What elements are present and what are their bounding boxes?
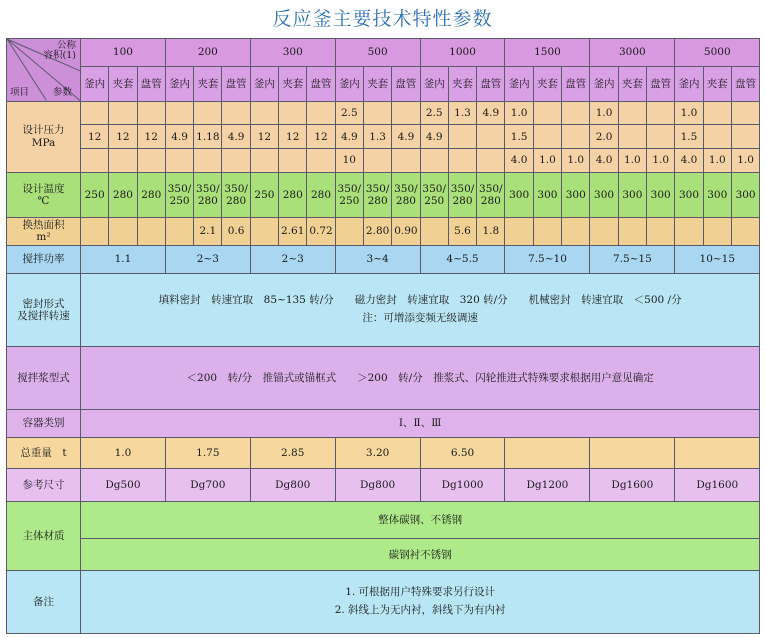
sub-header: 盘管: [392, 67, 420, 101]
vessel-label: 容器类别: [7, 409, 81, 437]
sub-header: 盘管: [731, 67, 759, 101]
size-value: Dg700: [165, 468, 250, 501]
cell-text: ℃: [37, 194, 50, 207]
sub-header: 夹套: [194, 67, 222, 101]
pressure-value: [533, 125, 561, 149]
cell-text: 300: [594, 188, 615, 201]
material-line-2: 碳钢衬不锈钢: [81, 539, 760, 571]
area-value: 2.61: [279, 217, 307, 245]
cell-text: 280: [197, 194, 218, 207]
pressure-value: [250, 148, 278, 172]
area-value: [731, 217, 759, 245]
cell-text: 250: [339, 194, 360, 207]
cell-text: 容积(1): [43, 49, 76, 61]
cell-text: 300: [537, 188, 558, 201]
pressure-value: 1.3: [363, 125, 391, 149]
pressure-value: 1.0: [505, 101, 533, 125]
pressure-value: [562, 101, 590, 125]
area-value: [675, 217, 703, 245]
capacity-header: 200: [165, 39, 250, 67]
pressure-value: 1.0: [675, 101, 703, 125]
pressure-value: [618, 125, 646, 149]
weight-value: [505, 437, 590, 468]
weight-value: [675, 437, 760, 468]
area-value: [505, 217, 533, 245]
pressure-value: [307, 101, 335, 125]
temperature-value: [590, 172, 618, 217]
temperature-value: [533, 172, 561, 217]
cell-text: 2. 斜线上为无内衬，斜线下为有内衬: [334, 604, 506, 617]
page-title: 反应釜主要技术特性参数: [272, 8, 493, 30]
temperature-value: [81, 172, 109, 217]
pressure-value: 4.9: [165, 125, 193, 149]
pressure-value: [363, 148, 391, 172]
cell-text: 300: [565, 188, 586, 201]
cell-text: 300: [678, 188, 699, 201]
pressure-value: [194, 148, 222, 172]
sub-header: 夹套: [448, 67, 476, 101]
size-value: Dg1600: [675, 468, 760, 501]
cell-text: 300: [735, 188, 756, 201]
power-value: 10~15: [675, 245, 760, 273]
weight-value: 1.75: [165, 437, 250, 468]
pressure-value: [703, 101, 731, 125]
remarks-label: 备注: [7, 571, 81, 634]
temperature-value: [165, 172, 193, 217]
temperature-value: [222, 172, 250, 217]
pressure-value: [279, 148, 307, 172]
sub-header: 夹套: [363, 67, 391, 101]
pressure-value: 1.0: [590, 101, 618, 125]
area-value: 1.8: [477, 217, 505, 245]
area-value: [703, 217, 731, 245]
pressure-value: [137, 101, 165, 125]
temperature-value: [279, 172, 307, 217]
pressure-value: [81, 101, 109, 125]
cell-text: 280: [452, 194, 473, 207]
cell-text: 280: [311, 188, 332, 201]
pressure-value: 4.9: [222, 125, 250, 149]
pressure-value: 2.5: [335, 101, 363, 125]
pressure-value: [703, 125, 731, 149]
capacity-header: 1000: [420, 39, 505, 67]
capacity-header: 3000: [590, 39, 675, 67]
sub-header: 釜内: [335, 67, 363, 101]
area-value: 0.90: [392, 217, 420, 245]
cell-text: 填料密封 转速宜取 85~135 转/分 磁力密封 转速宜取 320 转/分 机械密封 转速宜取 ＜500 /分: [158, 294, 682, 307]
cell-text: 280: [226, 194, 247, 207]
sub-header: 盘管: [647, 67, 675, 101]
cell-text: 250: [84, 188, 105, 201]
pressure-value: 1.18: [194, 125, 222, 149]
pressure-value: [81, 148, 109, 172]
cell-text: 350/: [337, 182, 362, 195]
area-value: [335, 217, 363, 245]
corner-header: [7, 39, 81, 102]
cell-text: 250: [424, 194, 445, 207]
weight-value: [590, 437, 675, 468]
pressure-value: 4.9: [477, 101, 505, 125]
cell-text: 项目: [10, 86, 30, 98]
power-value: 2~3: [165, 245, 250, 273]
pressure-value: [618, 101, 646, 125]
weight-value: 6.50: [420, 437, 505, 468]
power-value: 7.5~15: [590, 245, 675, 273]
pressure-value: [222, 148, 250, 172]
temperature-value: [109, 172, 137, 217]
sub-header: 夹套: [618, 67, 646, 101]
pressure-value: 4.0: [590, 148, 618, 172]
cell-text: 及搅拌转速: [17, 310, 70, 323]
temperature-value: [703, 172, 731, 217]
pressure-value: [647, 125, 675, 149]
pressure-value: [477, 148, 505, 172]
pressure-value: [731, 101, 759, 125]
cell-text: 280: [282, 188, 303, 201]
pressure-value: [279, 101, 307, 125]
pressure-value: 4.9: [335, 125, 363, 149]
sub-header: 釜内: [675, 67, 703, 101]
pressure-value: [533, 101, 561, 125]
pressure-value: [165, 148, 193, 172]
power-value: 4~5.5: [420, 245, 505, 273]
pressure-value: 12: [137, 125, 165, 149]
pressure-value: 1.0: [647, 148, 675, 172]
area-value: [250, 217, 278, 245]
pressure-value: [448, 148, 476, 172]
pressure-value: 4.9: [420, 125, 448, 149]
cell-text: 250: [169, 194, 190, 207]
power-value: 3~4: [335, 245, 420, 273]
power-value: 2~3: [250, 245, 335, 273]
sub-header: 盘管: [477, 67, 505, 101]
cell-text: 280: [395, 194, 416, 207]
capacity-header: 5000: [675, 39, 760, 67]
temperature-value: [335, 172, 363, 217]
cell-text: 350/: [167, 182, 192, 195]
temperature-value: [505, 172, 533, 217]
temperature-value: [137, 172, 165, 217]
pressure-value: [109, 148, 137, 172]
power-value: 7.5~10: [505, 245, 590, 273]
capacity-header: 300: [250, 39, 335, 67]
pressure-value: [392, 148, 420, 172]
pressure-value: [194, 101, 222, 125]
area-value: [81, 217, 109, 245]
pressure-value: 12: [307, 125, 335, 149]
capacity-header: 500: [335, 39, 420, 67]
area-value: 5.6: [448, 217, 476, 245]
cell-text: 300: [509, 188, 530, 201]
pressure-value: [363, 101, 391, 125]
temperature-label: [7, 172, 81, 217]
pressure-value: 1.0: [731, 148, 759, 172]
cell-text: 1. 可根据用户特殊要求另行设计: [345, 586, 496, 599]
pressure-label: [7, 101, 81, 172]
temperature-value: [731, 172, 759, 217]
pressure-value: [165, 101, 193, 125]
cell-text: 350/: [394, 182, 418, 195]
seal-text: [81, 273, 760, 346]
sub-header: 夹套: [533, 67, 561, 101]
cell-text: 350/: [365, 182, 390, 195]
weight-value: 2.85: [250, 437, 335, 468]
cell-text: MPa: [31, 136, 56, 149]
sub-header: 盘管: [562, 67, 590, 101]
pressure-value: 1.0: [562, 148, 590, 172]
cell-text: 300: [707, 188, 728, 201]
size-value: Dg800: [335, 468, 420, 501]
weight-label: 总重量 t: [7, 437, 81, 468]
sub-header: 盘管: [137, 67, 165, 101]
temperature-value: [477, 172, 505, 217]
power-value: 1.1: [81, 245, 166, 273]
capacity-header: 100: [81, 39, 166, 67]
pressure-value: [420, 148, 448, 172]
pressure-value: 4.9: [392, 125, 420, 149]
area-value: 0.72: [307, 217, 335, 245]
sub-header: 釜内: [250, 67, 278, 101]
cell-text: 注：可增添变频无级调速: [362, 312, 478, 325]
size-label: 参考尺寸: [7, 468, 81, 501]
area-value: [590, 217, 618, 245]
sub-header: 釜内: [505, 67, 533, 101]
cell-text: 300: [650, 188, 671, 201]
pressure-value: [477, 125, 505, 149]
cell-text: 参数: [52, 86, 72, 98]
cell-text: m²: [36, 231, 51, 244]
weight-value: 3.20: [335, 437, 420, 468]
pressure-value: [731, 125, 759, 149]
area-label: [7, 217, 81, 245]
temperature-value: [618, 172, 646, 217]
sub-header: 夹套: [703, 67, 731, 101]
pressure-value: 12: [109, 125, 137, 149]
power-label: 搅拌功率: [7, 245, 81, 273]
cell-text: 公称: [56, 40, 76, 51]
temperature-value: [647, 172, 675, 217]
pressure-value: 4.0: [505, 148, 533, 172]
impeller-label: 搅拌浆型式: [7, 347, 81, 410]
area-value: 0.6: [222, 217, 250, 245]
pressure-value: 1.3: [448, 101, 476, 125]
vessel-text: Ⅰ、Ⅱ、Ⅲ: [81, 409, 760, 437]
sub-header: 釜内: [420, 67, 448, 101]
pressure-value: [307, 148, 335, 172]
pressure-value: 1.0: [533, 148, 561, 172]
pressure-value: [250, 101, 278, 125]
pressure-value: 10: [335, 148, 363, 172]
cell-text: 250: [254, 188, 275, 201]
pressure-value: 1.0: [703, 148, 731, 172]
size-value: Dg800: [250, 468, 335, 501]
cell-text: 350/: [196, 182, 220, 195]
cell-text: 280: [112, 188, 133, 201]
pressure-value: 12: [250, 125, 278, 149]
pressure-value: [137, 148, 165, 172]
area-value: [109, 217, 137, 245]
area-value: [618, 217, 646, 245]
cell-text: 280: [141, 188, 162, 201]
spec-table: [6, 38, 760, 634]
size-value: Dg500: [81, 468, 166, 501]
sub-header: 釜内: [81, 67, 109, 101]
temperature-value: [363, 172, 391, 217]
pressure-value: [562, 125, 590, 149]
impeller-text: ＜200 转/分 推锚式或锚框式 ＞200 转/分 推浆式、闪轮推进式特殊要求根据用户意见确定: [81, 347, 760, 410]
material-label: 主体材质: [7, 502, 81, 571]
cell-text: 设计温度: [22, 182, 65, 195]
size-value: Dg1200: [505, 468, 590, 501]
cell-text: 350/: [450, 182, 475, 195]
pressure-value: 4.0: [675, 148, 703, 172]
pressure-value: 2.0: [590, 125, 618, 149]
pressure-value: 1.5: [505, 125, 533, 149]
area-value: [165, 217, 193, 245]
sub-header: 釜内: [590, 67, 618, 101]
cell-text: 密封形式: [22, 297, 65, 310]
pressure-value: [109, 101, 137, 125]
area-value: [533, 217, 561, 245]
cell-text: 280: [480, 194, 501, 207]
seal-label: [7, 273, 81, 346]
pressure-value: 1.0: [618, 148, 646, 172]
sub-header: 盘管: [307, 67, 335, 101]
temperature-value: [562, 172, 590, 217]
cell-text: 设计压力: [22, 124, 65, 137]
area-value: 2.1: [194, 217, 222, 245]
pressure-value: [392, 101, 420, 125]
cell-text: 350/: [479, 182, 503, 195]
temperature-value: [392, 172, 420, 217]
pressure-value: [647, 101, 675, 125]
weight-value: 1.0: [81, 437, 166, 468]
pressure-value: [448, 125, 476, 149]
remarks-text: [81, 571, 760, 634]
area-value: 2.80: [363, 217, 391, 245]
cell-text: 300: [622, 188, 643, 201]
pressure-value: 12: [279, 125, 307, 149]
area-value: [647, 217, 675, 245]
size-value: Dg1600: [590, 468, 675, 501]
cell-text: 换热面积: [22, 219, 65, 232]
sub-header: 盘管: [222, 67, 250, 101]
cell-text: 350/: [224, 182, 248, 195]
material-line-1: 整体碳钢、不锈钢: [81, 502, 760, 539]
sub-header: 夹套: [109, 67, 137, 101]
temperature-value: [675, 172, 703, 217]
pressure-value: 2.5: [420, 101, 448, 125]
cell-text: 350/: [422, 182, 446, 195]
pressure-value: 12: [81, 125, 109, 149]
size-value: Dg1000: [420, 468, 505, 501]
capacity-header: 1500: [505, 39, 590, 67]
temperature-value: [420, 172, 448, 217]
temperature-value: [194, 172, 222, 217]
pressure-value: [222, 101, 250, 125]
area-value: [420, 217, 448, 245]
sub-header: 釜内: [165, 67, 193, 101]
pressure-value: 1.5: [675, 125, 703, 149]
temperature-value: [307, 172, 335, 217]
temperature-value: [448, 172, 476, 217]
area-value: [137, 217, 165, 245]
cell-text: 280: [367, 194, 388, 207]
temperature-value: [250, 172, 278, 217]
area-value: [562, 217, 590, 245]
sub-header: 夹套: [279, 67, 307, 101]
